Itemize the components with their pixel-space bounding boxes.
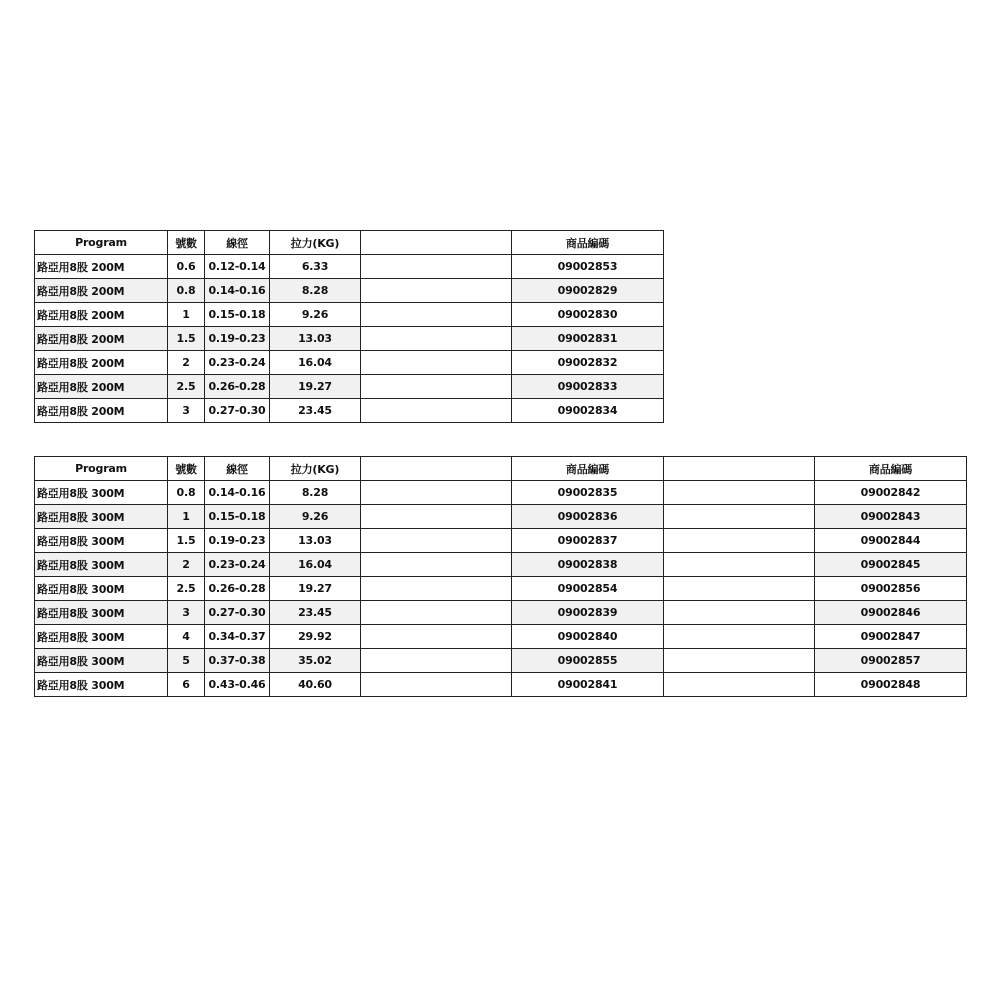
table-row xyxy=(35,577,967,601)
cell-diameter: 0.14-0.16 xyxy=(205,481,270,505)
cell-product-code: 09002830 xyxy=(512,303,664,327)
table-row xyxy=(35,399,664,423)
cell-tension: 13.03 xyxy=(270,529,361,553)
header-diameter: 線徑 xyxy=(205,231,270,255)
cell-tension: 23.45 xyxy=(270,601,361,625)
cell-tension: 9.26 xyxy=(270,505,361,529)
cell-diameter: 0.27-0.30 xyxy=(205,399,270,423)
cell-diameter: 0.19-0.23 xyxy=(205,529,270,553)
cell-blank xyxy=(361,529,512,553)
cell-number: 1 xyxy=(168,303,205,327)
cell-product-code: 09002834 xyxy=(512,399,664,423)
header-product-code-2: 商品編碼 xyxy=(815,457,967,481)
cell-blank xyxy=(361,649,512,673)
cell-blank-2 xyxy=(664,577,815,601)
cell-diameter: 0.34-0.37 xyxy=(205,625,270,649)
header-number: 號數 xyxy=(168,457,205,481)
cell-blank xyxy=(361,625,512,649)
cell-product-code-2: 09002856 xyxy=(815,577,967,601)
cell-tension: 40.60 xyxy=(270,673,361,697)
cell-program: 路亞用8股 200M xyxy=(35,375,168,399)
cell-number: 3 xyxy=(168,601,205,625)
cell-blank xyxy=(361,279,512,303)
cell-blank-2 xyxy=(664,481,815,505)
cell-program: 路亞用8股 200M xyxy=(35,399,168,423)
cell-product-code: 09002832 xyxy=(512,351,664,375)
cell-program: 路亞用8股 200M xyxy=(35,255,168,279)
header-number: 號數 xyxy=(168,231,205,255)
header-product-code: 商品編碼 xyxy=(512,231,664,255)
cell-program: 路亞用8股 300M xyxy=(35,529,168,553)
table-row xyxy=(35,649,967,673)
cell-product-code: 09002840 xyxy=(512,625,664,649)
cell-diameter: 0.23-0.24 xyxy=(205,553,270,577)
cell-blank xyxy=(361,351,512,375)
cell-product-code: 09002839 xyxy=(512,601,664,625)
cell-program: 路亞用8股 200M xyxy=(35,327,168,351)
spec-table-300m xyxy=(34,456,967,697)
cell-product-code-2: 09002848 xyxy=(815,673,967,697)
table-row xyxy=(35,625,967,649)
header-product-code: 商品編碼 xyxy=(512,457,664,481)
cell-tension: 8.28 xyxy=(270,481,361,505)
header-program: Program xyxy=(35,231,168,255)
cell-number: 0.8 xyxy=(168,481,205,505)
cell-blank xyxy=(361,601,512,625)
cell-diameter: 0.19-0.23 xyxy=(205,327,270,351)
header-tension: 拉力(KG) xyxy=(270,231,361,255)
cell-product-code: 09002835 xyxy=(512,481,664,505)
header-diameter: 線徑 xyxy=(205,457,270,481)
cell-product-code: 09002836 xyxy=(512,505,664,529)
cell-blank-2 xyxy=(664,529,815,553)
cell-number: 2 xyxy=(168,351,205,375)
cell-blank-2 xyxy=(664,625,815,649)
cell-number: 2.5 xyxy=(168,375,205,399)
table-row xyxy=(35,375,664,399)
table-row xyxy=(35,303,664,327)
cell-blank-2 xyxy=(664,505,815,529)
cell-tension: 16.04 xyxy=(270,351,361,375)
spec-table-200m xyxy=(34,230,664,423)
cell-product-code: 09002854 xyxy=(512,577,664,601)
cell-diameter: 0.37-0.38 xyxy=(205,649,270,673)
cell-diameter: 0.26-0.28 xyxy=(205,577,270,601)
cell-blank xyxy=(361,399,512,423)
cell-diameter: 0.15-0.18 xyxy=(205,303,270,327)
table-row xyxy=(35,481,967,505)
cell-program: 路亞用8股 300M xyxy=(35,481,168,505)
cell-diameter: 0.23-0.24 xyxy=(205,351,270,375)
cell-diameter: 0.15-0.18 xyxy=(205,505,270,529)
cell-tension: 13.03 xyxy=(270,327,361,351)
cell-blank xyxy=(361,375,512,399)
cell-blank xyxy=(361,481,512,505)
cell-tension: 9.26 xyxy=(270,303,361,327)
header-tension: 拉力(KG) xyxy=(270,457,361,481)
cell-number: 4 xyxy=(168,625,205,649)
cell-number: 3 xyxy=(168,399,205,423)
cell-program: 路亞用8股 300M xyxy=(35,505,168,529)
cell-product-code: 09002838 xyxy=(512,553,664,577)
cell-tension: 6.33 xyxy=(270,255,361,279)
cell-product-code: 09002853 xyxy=(512,255,664,279)
cell-blank xyxy=(361,553,512,577)
cell-number: 0.6 xyxy=(168,255,205,279)
header-blank xyxy=(361,457,512,481)
cell-product-code-2: 09002846 xyxy=(815,601,967,625)
table-row xyxy=(35,255,664,279)
cell-program: 路亞用8股 200M xyxy=(35,303,168,327)
cell-blank xyxy=(361,505,512,529)
cell-program: 路亞用8股 200M xyxy=(35,351,168,375)
cell-diameter: 0.12-0.14 xyxy=(205,255,270,279)
cell-number: 5 xyxy=(168,649,205,673)
cell-diameter: 0.14-0.16 xyxy=(205,279,270,303)
cell-product-code-2: 09002845 xyxy=(815,553,967,577)
table-row xyxy=(35,529,967,553)
cell-product-code: 09002831 xyxy=(512,327,664,351)
cell-product-code-2: 09002857 xyxy=(815,649,967,673)
cell-program: 路亞用8股 200M xyxy=(35,279,168,303)
header-blank xyxy=(361,231,512,255)
cell-program: 路亞用8股 300M xyxy=(35,673,168,697)
table-row xyxy=(35,601,967,625)
cell-blank-2 xyxy=(664,601,815,625)
cell-tension: 19.27 xyxy=(270,577,361,601)
cell-blank-2 xyxy=(664,673,815,697)
table-row xyxy=(35,327,664,351)
cell-number: 2 xyxy=(168,553,205,577)
cell-program: 路亞用8股 300M xyxy=(35,601,168,625)
cell-blank xyxy=(361,577,512,601)
table-row xyxy=(35,351,664,375)
table-header-row xyxy=(35,457,967,481)
cell-product-code-2: 09002843 xyxy=(815,505,967,529)
cell-tension: 23.45 xyxy=(270,399,361,423)
cell-program: 路亞用8股 300M xyxy=(35,649,168,673)
cell-program: 路亞用8股 300M xyxy=(35,577,168,601)
header-program: Program xyxy=(35,457,168,481)
cell-product-code-2: 09002842 xyxy=(815,481,967,505)
cell-product-code: 09002829 xyxy=(512,279,664,303)
cell-diameter: 0.43-0.46 xyxy=(205,673,270,697)
cell-program: 路亞用8股 300M xyxy=(35,625,168,649)
cell-blank-2 xyxy=(664,649,815,673)
cell-product-code: 09002837 xyxy=(512,529,664,553)
table-row xyxy=(35,553,967,577)
table-row xyxy=(35,673,967,697)
cell-product-code: 09002855 xyxy=(512,649,664,673)
cell-number: 1.5 xyxy=(168,529,205,553)
cell-blank-2 xyxy=(664,553,815,577)
cell-number: 1 xyxy=(168,505,205,529)
cell-number: 0.8 xyxy=(168,279,205,303)
cell-number: 2.5 xyxy=(168,577,205,601)
cell-blank xyxy=(361,255,512,279)
cell-product-code-2: 09002844 xyxy=(815,529,967,553)
table-row xyxy=(35,505,967,529)
table-header-row xyxy=(35,231,664,255)
cell-product-code-2: 09002847 xyxy=(815,625,967,649)
cell-blank xyxy=(361,327,512,351)
table-row xyxy=(35,279,664,303)
header-blank-2 xyxy=(664,457,815,481)
cell-tension: 8.28 xyxy=(270,279,361,303)
cell-number: 6 xyxy=(168,673,205,697)
cell-blank xyxy=(361,673,512,697)
cell-blank xyxy=(361,303,512,327)
cell-tension: 29.92 xyxy=(270,625,361,649)
cell-program: 路亞用8股 300M xyxy=(35,553,168,577)
cell-diameter: 0.27-0.30 xyxy=(205,601,270,625)
cell-tension: 19.27 xyxy=(270,375,361,399)
cell-diameter: 0.26-0.28 xyxy=(205,375,270,399)
cell-tension: 16.04 xyxy=(270,553,361,577)
cell-number: 1.5 xyxy=(168,327,205,351)
cell-product-code: 09002841 xyxy=(512,673,664,697)
cell-product-code: 09002833 xyxy=(512,375,664,399)
cell-tension: 35.02 xyxy=(270,649,361,673)
